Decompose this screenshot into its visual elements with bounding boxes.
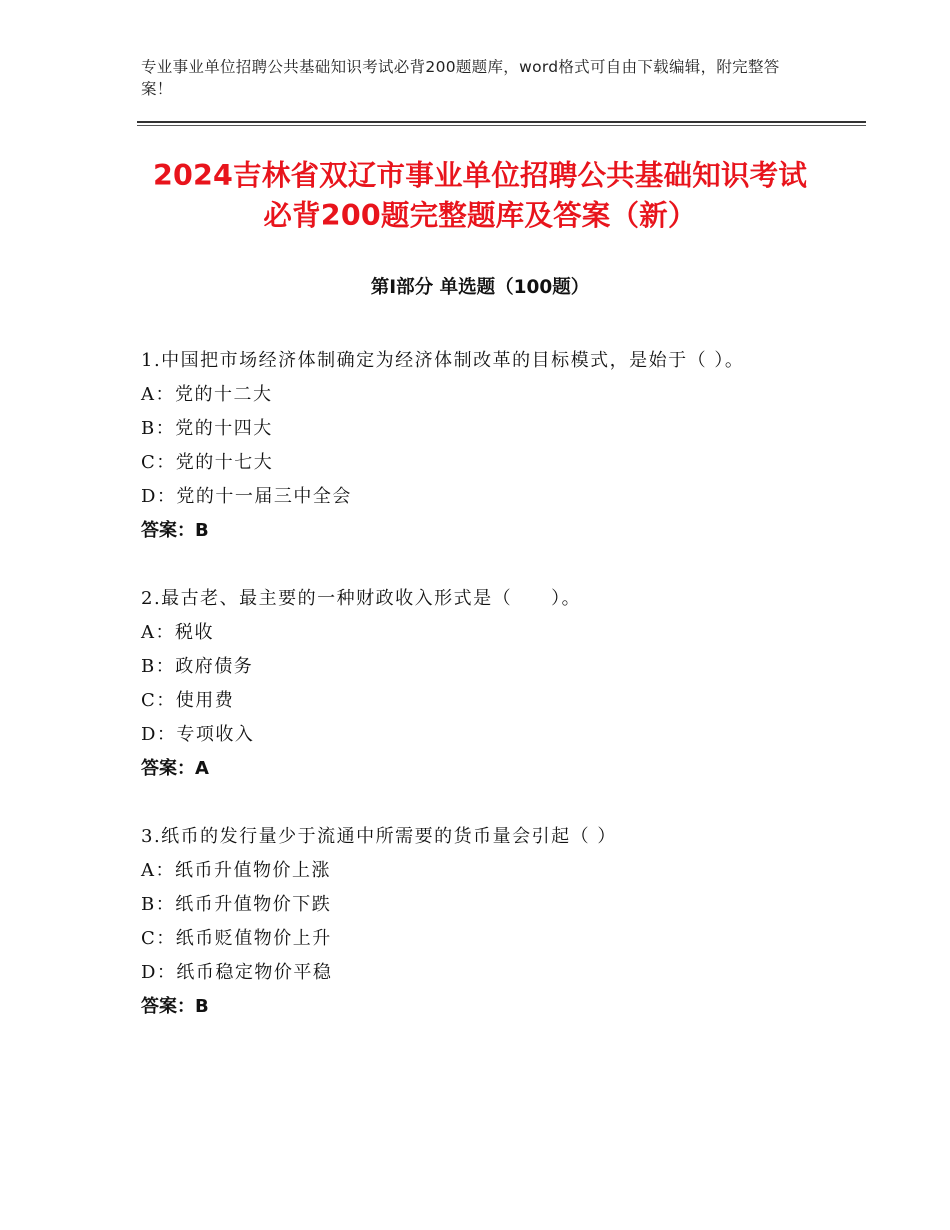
header-note: 专业事业单位招聘公共基础知识考试必背200题题库，word格式可自由下载编辑，附完整答案！ — [141, 58, 780, 98]
question-option: B：纸币升值物价下跌 — [141, 894, 332, 915]
question-answer: 答案：A — [141, 758, 209, 779]
question-option: B：党的十四大 — [141, 418, 273, 439]
header-divider-thin — [137, 125, 866, 126]
question-option: C：纸币贬值物价上升 — [141, 928, 332, 949]
question-option: D：专项收入 — [141, 724, 255, 745]
document-title: 2024吉林省双辽市事业单位招聘公共基础知识考试必背200题完整题库及答案（新） — [152, 159, 808, 232]
question-option: A：纸币升值物价上涨 — [141, 860, 331, 881]
header-divider — [137, 121, 866, 123]
question-answer: 答案：B — [141, 996, 209, 1017]
question-answer: 答案：B — [141, 520, 209, 541]
question-item — [141, 820, 841, 1024]
question-option: A：党的十二大 — [141, 384, 273, 405]
question-list — [141, 344, 841, 1058]
question-option: C：使用费 — [141, 690, 235, 711]
question-text: 1.中国把市场经济体制确定为经济体制改革的目标模式，是始于（ ）。 — [141, 350, 745, 371]
section-heading: 第Ⅰ部分 单选题（100题） — [370, 277, 590, 298]
question-item — [141, 344, 841, 548]
question-text: 2.最古老、最主要的一种财政收入形式是（ ）。 — [141, 588, 582, 609]
question-option: B：政府债务 — [141, 656, 254, 677]
question-text: 3.纸币的发行量少于流通中所需要的货币量会引起（ ） — [141, 826, 617, 847]
question-option: A：税收 — [141, 622, 214, 643]
question-item — [141, 582, 841, 786]
question-option: C：党的十七大 — [141, 452, 274, 473]
question-option: D：纸币稳定物价平稳 — [141, 962, 333, 983]
question-option: D：党的十一届三中全会 — [141, 486, 352, 507]
